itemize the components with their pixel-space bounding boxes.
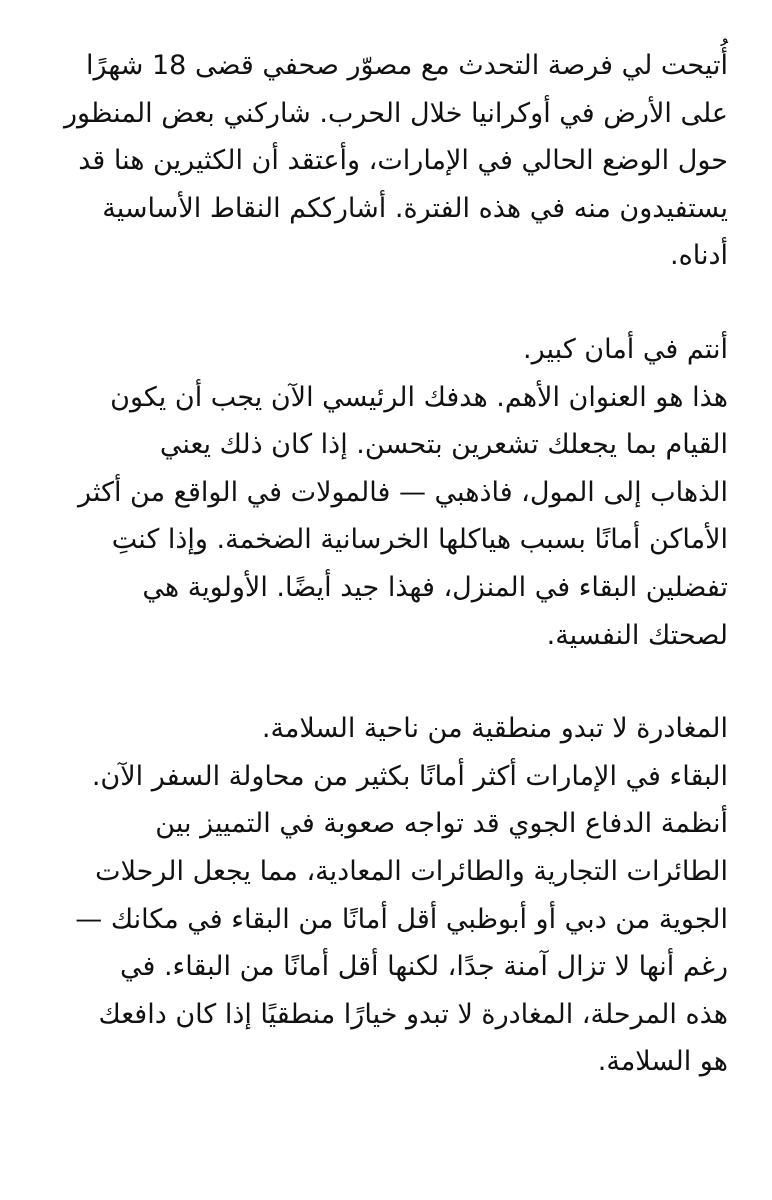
- text-line: أنظمة الدفاع الجوي قد تواجه صعوبة في التمييز بين: [155, 808, 728, 840]
- text-line: هو السلامة.: [597, 1046, 728, 1078]
- text-line: القيام بما يجعلك تشعرين بتحسن. إذا كان ذلك يعني: [159, 429, 728, 461]
- text-line: يستفيدون منه في هذه الفترة. أشارككم النقاط الأساسية: [102, 192, 728, 224]
- text-line: رغم أنها لا تزال آمنة جدًا، لكنها أقل أمانًا من البقاء. في: [119, 951, 728, 983]
- text-line: على الأرض في أوكرانيا خلال الحرب. شاركني بعض المنظور: [64, 97, 728, 129]
- text-line: أدناه.: [670, 240, 728, 272]
- paragraph-safety: [62, 326, 728, 659]
- text-line: لصحتك النفسية.: [546, 619, 728, 651]
- text-line: حول الوضع الحالي في الإمارات، وأعتقد أن الكثيرين هنا قد: [78, 145, 728, 177]
- paragraph-heading: أنتم في أمان كبير.: [523, 333, 728, 365]
- text-line: تفضلين البقاء في المنزل، فهذا جيد أيضًا. الأولوية هي: [142, 571, 728, 603]
- text-line: أُتيحت لي فرصة التحدث مع مصوّر صحفي قضى 18 شهرًا: [85, 50, 728, 81]
- text-line: البقاء في الإمارات أكثر أمانًا بكثير من محاولة السفر الآن.: [91, 760, 728, 792]
- text-line: هذه المرحلة، المغادرة لا تبدو خيارًا منطقيًا إذا كان دافعك: [98, 998, 728, 1030]
- paragraph-intro: [62, 42, 728, 280]
- text-line: الأماكن أمانًا بسبب هياكلها الخرسانية الضخمة. وإذا كنتِ: [111, 524, 728, 556]
- text-line: الذهاب إلى المول، فاذهبي — فالمولات في الواقع من أكثر: [78, 476, 728, 508]
- paragraph-heading: المغادرة لا تبدو منطقية من ناحية السلامة.: [261, 713, 728, 745]
- text-line: الطائرات التجارية والطائرات المعادية، مما يجعل الرحلات: [95, 855, 728, 887]
- text-line: هذا هو العنوان الأهم. هدفك الرئيسي الآن يجب أن يكون: [110, 381, 728, 413]
- text-line: الجوية من دبي أو أبوظبي أقل أمانًا من البقاء في مكانك —: [75, 903, 728, 935]
- paragraph-leaving: [62, 705, 728, 1086]
